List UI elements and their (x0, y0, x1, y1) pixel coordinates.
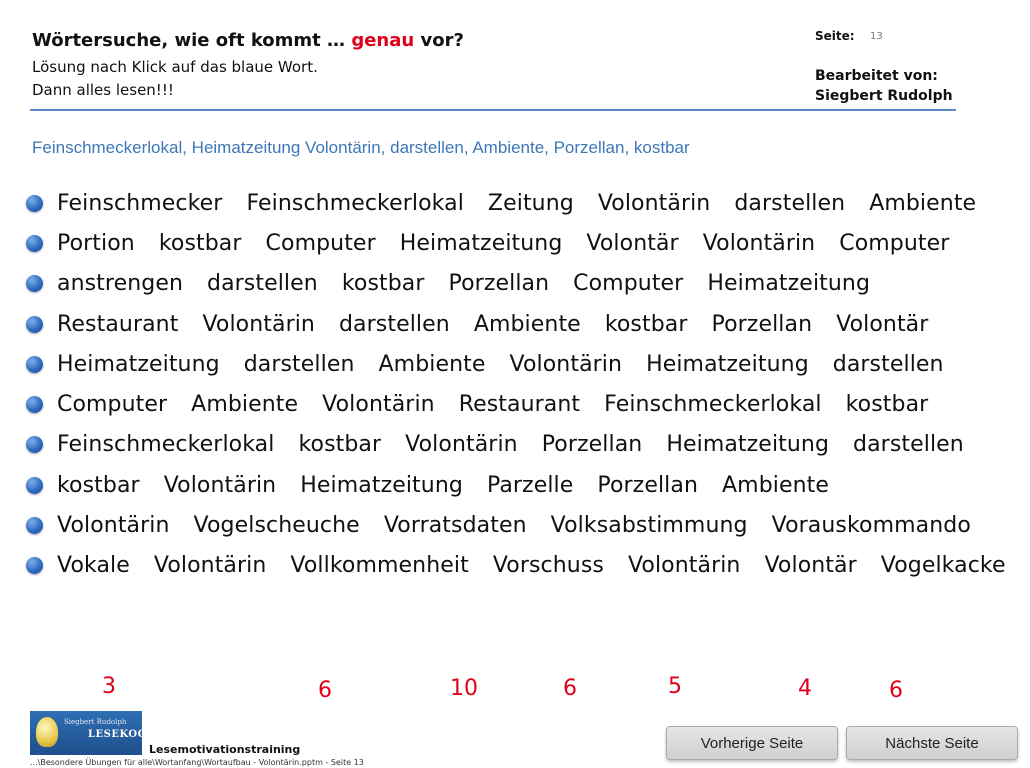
word-row (26, 183, 1030, 223)
next-page-button[interactable]: Nächste Seite (846, 726, 1018, 760)
lesekoch-logo (30, 711, 157, 755)
word[interactable]: kostbar (57, 472, 140, 498)
word[interactable]: Volontärin (163, 472, 277, 498)
word[interactable]: Volontärin (702, 230, 816, 256)
word[interactable]: darstellen (853, 432, 964, 458)
footer-title: Lesemotivationstraining (149, 743, 301, 756)
answer-count: 5 (668, 674, 682, 699)
word-row (26, 344, 1030, 384)
word[interactable]: Volontärin (509, 351, 623, 377)
word[interactable]: Computer (839, 230, 950, 256)
file-path: ...\Besondere Übungen für alle\Wortanfang\Wortaufbau - Volontärin.pptm - Seite 13 (30, 758, 364, 767)
logo-brand: LESEKOCH (88, 729, 157, 740)
author-label: Bearbeitet von: (815, 68, 938, 84)
word[interactable]: Volontärin (202, 311, 315, 337)
word[interactable]: darstellen (734, 190, 846, 216)
blue-bullet-icon[interactable] (26, 275, 43, 292)
word[interactable]: kostbar (341, 271, 425, 297)
blue-bullet-icon[interactable] (26, 517, 43, 534)
word-row (26, 465, 1030, 505)
word[interactable]: Volksabstimmung (550, 513, 748, 539)
word[interactable]: Heimatzeitung (707, 271, 871, 297)
word[interactable]: Porzellan (597, 472, 699, 498)
lightbulb-icon (36, 717, 58, 747)
word[interactable]: Heimatzeitung (646, 351, 809, 377)
row-words (57, 271, 894, 296)
word[interactable]: Vorratsdaten (383, 513, 527, 539)
blue-bullet-icon[interactable] (26, 195, 43, 212)
logo-author: Siegbert Rudolph (64, 718, 127, 726)
word-rows (26, 183, 1030, 586)
page-number: 13 (870, 31, 883, 42)
page-label: Seite: (815, 29, 855, 43)
word[interactable]: Volontärin (597, 190, 711, 216)
row-words (57, 392, 952, 417)
word[interactable]: Zeitung (487, 190, 574, 216)
blue-bullet-icon[interactable] (26, 557, 43, 574)
answer-count: 6 (889, 678, 903, 703)
word[interactable]: kostbar (604, 311, 688, 337)
answer-counts (0, 670, 1024, 704)
word[interactable]: Volontär (836, 311, 929, 337)
word[interactable]: Computer (573, 271, 684, 297)
word-row (26, 505, 1030, 545)
previous-page-button[interactable]: Vorherige Seite (666, 726, 838, 760)
word[interactable]: Vogelscheuche (193, 513, 360, 539)
row-words (57, 191, 1000, 216)
word[interactable]: Vollkommenheit (290, 553, 469, 579)
author-block (815, 66, 953, 106)
word-row (26, 304, 1030, 344)
word[interactable]: Volontär (586, 230, 679, 256)
word[interactable]: Porzellan (448, 271, 550, 297)
word[interactable]: kostbar (158, 230, 242, 256)
word[interactable]: darstellen (338, 311, 450, 337)
word[interactable]: Restaurant (57, 311, 179, 337)
word[interactable]: anstrengen (57, 271, 183, 297)
blue-bullet-icon[interactable] (26, 396, 43, 413)
word[interactable]: Volontär (764, 553, 857, 579)
word[interactable]: Parzelle (486, 472, 574, 498)
word[interactable]: Heimatzeitung (57, 351, 220, 377)
row-words (57, 352, 968, 377)
word[interactable]: darstellen (243, 351, 355, 377)
word[interactable]: kostbar (845, 392, 929, 418)
answer-count: 4 (798, 676, 812, 701)
word[interactable]: kostbar (298, 432, 382, 458)
word[interactable]: Ambiente (378, 351, 486, 377)
word[interactable]: Computer (265, 230, 376, 256)
word[interactable]: Vogelkacke (880, 553, 1006, 579)
word[interactable]: Vorschuss (492, 553, 604, 579)
word[interactable]: Heimatzeitung (666, 432, 830, 458)
word[interactable]: Ambiente (869, 190, 977, 216)
word[interactable]: Ambiente (191, 392, 299, 418)
row-words (57, 312, 952, 337)
word[interactable]: Volontärin (322, 392, 435, 418)
word-row (26, 264, 1030, 304)
word[interactable]: darstellen (207, 271, 318, 297)
word[interactable]: Volontärin (405, 432, 518, 458)
title-suffix: vor? (414, 30, 464, 51)
word[interactable]: Vokale (57, 553, 130, 579)
instruction-line-1: Lösung nach Klick auf das blaue Wort. (32, 58, 318, 76)
word[interactable]: Feinschmecker (57, 190, 223, 216)
word[interactable]: Ambiente (722, 472, 830, 498)
word[interactable]: Vorauskommando (771, 513, 971, 539)
word-row (26, 546, 1030, 586)
row-words (57, 231, 973, 256)
page-title (32, 30, 464, 51)
word[interactable]: Volontärin (153, 553, 267, 579)
row-words (57, 432, 988, 457)
word-row (26, 425, 1030, 465)
answer-count: 10 (450, 676, 478, 701)
row-words (57, 473, 853, 498)
word[interactable]: Feinschmeckerlokal (246, 190, 464, 216)
word[interactable]: Heimatzeitung (300, 472, 463, 498)
word[interactable]: Portion (57, 230, 135, 256)
blue-bullet-icon[interactable] (26, 316, 43, 333)
word[interactable]: darstellen (832, 351, 944, 377)
word-row (26, 384, 1030, 424)
target-word-list: Feinschmeckerlokal, Heimatzeitung Volontärin, darstellen, Ambiente, Porzellan, kostbar (32, 138, 690, 157)
instruction-line-2: Dann alles lesen!!! (32, 81, 174, 99)
answer-count: 6 (318, 678, 332, 703)
blue-bullet-icon[interactable] (26, 235, 43, 252)
row-words (57, 513, 995, 538)
row-words (57, 553, 1030, 578)
word[interactable]: Feinschmeckerlokal (604, 392, 822, 418)
blue-bullet-icon[interactable] (26, 477, 43, 494)
word[interactable]: Porzellan (711, 311, 813, 337)
answer-count: 6 (563, 676, 577, 701)
word[interactable]: Ambiente (473, 311, 581, 337)
word[interactable]: Volontärin (627, 553, 741, 579)
header-divider (30, 109, 956, 111)
title-highlight: genau (351, 30, 415, 51)
word-row (26, 223, 1030, 263)
word[interactable]: Volontärin (57, 513, 170, 539)
word[interactable]: Heimatzeitung (399, 230, 563, 256)
blue-bullet-icon[interactable] (26, 356, 43, 373)
blue-bullet-icon[interactable] (26, 436, 43, 453)
word[interactable]: Porzellan (541, 432, 643, 458)
word[interactable]: Computer (57, 392, 168, 418)
title-prefix: Wörtersuche, wie oft kommt … (32, 30, 352, 51)
answer-count: 3 (102, 674, 116, 699)
word[interactable]: Restaurant (458, 392, 581, 418)
author-name: Siegbert Rudolph (815, 88, 953, 104)
word[interactable]: Feinschmeckerlokal (57, 432, 275, 458)
